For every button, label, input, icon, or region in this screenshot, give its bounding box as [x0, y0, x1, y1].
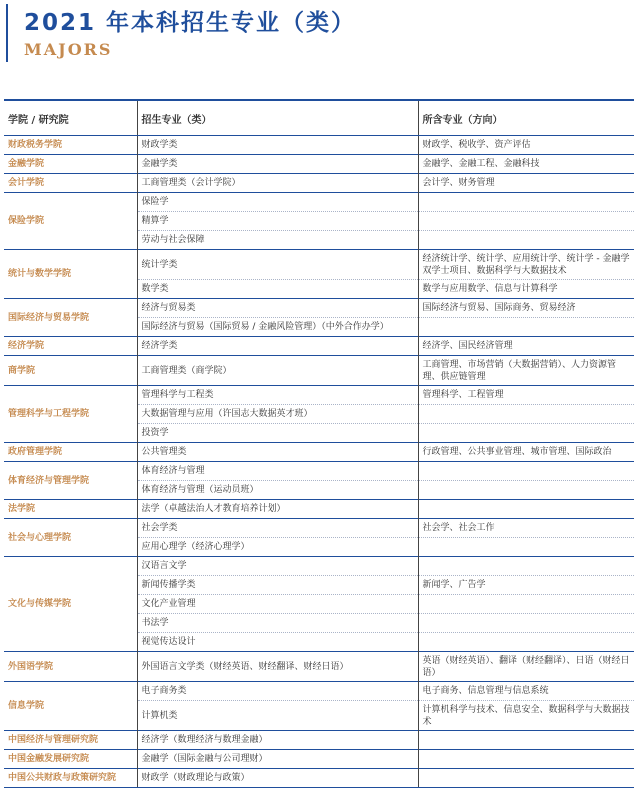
- specialty-cell: 英语（财经英语）、翻译（财经翻译）、日语（财经日语）: [418, 652, 634, 682]
- major-cell: 管理科学与工程类: [137, 386, 418, 405]
- specialty-cell: 经济学、国民经济管理: [418, 337, 634, 356]
- table-row: [4, 386, 634, 405]
- college-cell: 外国语学院: [4, 652, 137, 682]
- page-header: [0, 0, 635, 100]
- specialty-cell: [418, 462, 634, 481]
- major-cell: 经济学类: [137, 337, 418, 356]
- college-cell: 商学院: [4, 356, 137, 386]
- major-cell: 体育经济与管理（运动员班）: [137, 481, 418, 500]
- table-row: [4, 174, 634, 193]
- major-cell: 经济与贸易类: [137, 299, 418, 318]
- column-header-college: 学院 / 研究院: [4, 100, 137, 136]
- specialty-cell: [418, 633, 634, 652]
- table-row: [4, 193, 634, 212]
- specialty-cell: 金融学、金融工程、金融科技: [418, 155, 634, 174]
- major-cell: 精算学: [137, 212, 418, 231]
- specialty-cell: 工商管理、市场营销（大数据营销）、人力资源管理、供应链管理: [418, 356, 634, 386]
- table-header-row: [4, 100, 634, 136]
- college-cell: 社会与心理学院: [4, 519, 137, 557]
- major-cell: 工商管理类（商学院）: [137, 356, 418, 386]
- major-cell: 汉语言文学: [137, 557, 418, 576]
- table-row: [4, 462, 634, 481]
- major-cell: 数学类: [137, 280, 418, 299]
- college-cell: 中国金融发展研究院: [4, 750, 137, 769]
- column-header-major: 招生专业（类）: [137, 100, 418, 136]
- major-cell: 电子商务类: [137, 682, 418, 701]
- major-cell: 应用心理学（经济心理学）: [137, 538, 418, 557]
- specialty-cell: [418, 424, 634, 443]
- table-row: [4, 500, 634, 519]
- major-cell: 大数据管理与应用（许国志大数据英才班）: [137, 405, 418, 424]
- college-cell: 信息学院: [4, 682, 137, 731]
- college-cell: 经济学院: [4, 337, 137, 356]
- major-cell: 国际经济与贸易（国际贸易 / 金融风险管理）（中外合作办学）: [137, 318, 418, 337]
- college-cell: 政府管理学院: [4, 443, 137, 462]
- specialty-cell: [418, 769, 634, 788]
- major-cell: 财政学类: [137, 136, 418, 155]
- major-cell: 体育经济与管理: [137, 462, 418, 481]
- college-cell: 统计与数学学院: [4, 250, 137, 299]
- table-row: [4, 769, 634, 788]
- college-cell: 体育经济与管理学院: [4, 462, 137, 500]
- major-cell: 经济学（数理经济与数理金融）: [137, 731, 418, 750]
- table-row: [4, 337, 634, 356]
- major-cell: 计算机类: [137, 701, 418, 731]
- column-header-specialties: 所含专业（方向）: [418, 100, 634, 136]
- major-cell: 社会学类: [137, 519, 418, 538]
- college-cell: 法学院: [4, 500, 137, 519]
- college-cell: 会计学院: [4, 174, 137, 193]
- major-cell: 法学（卓越法治人才教育培养计划）: [137, 500, 418, 519]
- specialty-cell: [418, 481, 634, 500]
- college-cell: 国际经济与贸易学院: [4, 299, 137, 337]
- major-cell: 公共管理类: [137, 443, 418, 462]
- college-cell: 财政税务学院: [4, 136, 137, 155]
- table-row: [4, 299, 634, 318]
- specialty-cell: [418, 538, 634, 557]
- table-row: [4, 250, 634, 280]
- specialty-cell: [418, 212, 634, 231]
- major-cell: 劳动与社会保障: [137, 231, 418, 250]
- specialty-cell: [418, 595, 634, 614]
- table-row: [4, 731, 634, 750]
- majors-table: [4, 99, 634, 788]
- specialty-cell: 国际经济与贸易、国际商务、贸易经济: [418, 299, 634, 318]
- specialty-cell: [418, 750, 634, 769]
- table-body: [4, 136, 634, 788]
- table-row: [4, 557, 634, 576]
- college-cell: 中国经济与管理研究院: [4, 731, 137, 750]
- table-row: [4, 356, 634, 386]
- specialty-cell: 计算机科学与技术、信息安全、数据科学与大数据技术: [418, 701, 634, 731]
- college-cell: 管理科学与工程学院: [4, 386, 137, 443]
- specialty-cell: 管理科学、工程管理: [418, 386, 634, 405]
- specialty-cell: [418, 614, 634, 633]
- college-cell: 文化与传媒学院: [4, 557, 137, 652]
- major-cell: 财政学（财政理论与政策）: [137, 769, 418, 788]
- specialty-cell: [418, 318, 634, 337]
- table-row: [4, 155, 634, 174]
- specialty-cell: 数学与应用数学、信息与计算科学: [418, 280, 634, 299]
- college-cell: 金融学院: [4, 155, 137, 174]
- major-cell: 投资学: [137, 424, 418, 443]
- table-row: [4, 443, 634, 462]
- specialty-cell: 财政学、税收学、资产评估: [418, 136, 634, 155]
- specialty-cell: [418, 405, 634, 424]
- table-row: [4, 136, 634, 155]
- major-cell: 金融学类: [137, 155, 418, 174]
- table-row: [4, 682, 634, 701]
- page-subtitle: MAJORS: [24, 40, 113, 59]
- major-cell: 书法学: [137, 614, 418, 633]
- major-cell: 工商管理类（会计学院）: [137, 174, 418, 193]
- specialty-cell: [418, 500, 634, 519]
- specialty-cell: 新闻学、广告学: [418, 576, 634, 595]
- major-cell: 保险学: [137, 193, 418, 212]
- specialty-cell: 电子商务、信息管理与信息系统: [418, 682, 634, 701]
- specialty-cell: 行政管理、公共事业管理、城市管理、国际政治: [418, 443, 634, 462]
- specialty-cell: 会计学、财务管理: [418, 174, 634, 193]
- specialty-cell: [418, 557, 634, 576]
- major-cell: 外国语言文学类（财经英语、财经翻译、财经日语）: [137, 652, 418, 682]
- page-title: 2021 年本科招生专业（类）: [24, 10, 357, 36]
- major-cell: 文化产业管理: [137, 595, 418, 614]
- specialty-cell: [418, 231, 634, 250]
- specialty-cell: [418, 731, 634, 750]
- specialty-cell: 社会学、社会工作: [418, 519, 634, 538]
- major-cell: 新闻传播学类: [137, 576, 418, 595]
- specialty-cell: 经济统计学、统计学、应用统计学、统计学 - 金融学双学士项目、数据科学与大数据技术: [418, 250, 634, 280]
- college-cell: 中国公共财政与政策研究院: [4, 769, 137, 788]
- table-row: [4, 519, 634, 538]
- college-cell: 保险学院: [4, 193, 137, 250]
- specialty-cell: [418, 193, 634, 212]
- major-cell: 视觉传达设计: [137, 633, 418, 652]
- table-row: [4, 750, 634, 769]
- accent-bar: [6, 4, 8, 62]
- major-cell: 统计学类: [137, 250, 418, 280]
- table-row: [4, 652, 634, 682]
- major-cell: 金融学（国际金融与公司理财）: [137, 750, 418, 769]
